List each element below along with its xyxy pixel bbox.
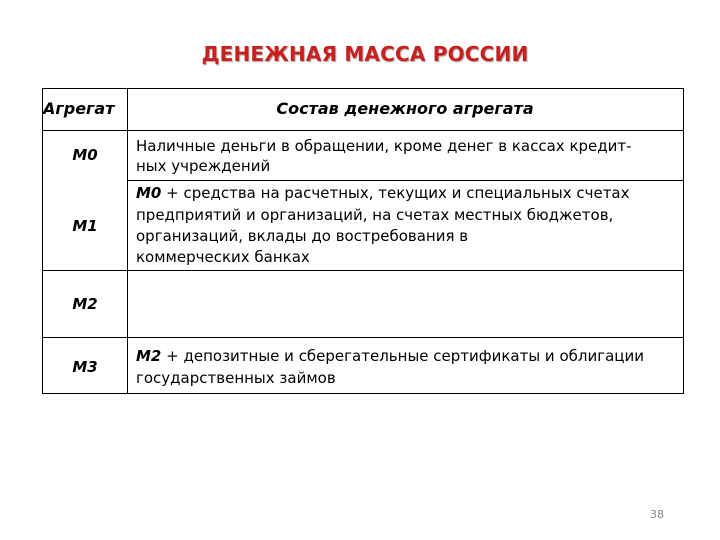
aggregate-label-m2: М2 [72, 295, 98, 313]
aggregate-label-m1: М1 [72, 217, 98, 235]
header-composition: Состав денежного агрегата [276, 99, 534, 118]
table-border-left [42, 88, 43, 394]
table-border-bottom [42, 393, 684, 394]
table-row-separator [127, 180, 684, 181]
composition-m3-prefix: М2 [136, 347, 162, 365]
composition-m1-prefix: М0 [136, 184, 162, 202]
table-row-separator [42, 270, 684, 271]
composition-m1-line4: коммерческих банках [136, 248, 310, 266]
table-border-right [683, 88, 684, 394]
composition-m1-line2: предприятий и организаций, на счетах местных бюджетов, [136, 206, 614, 224]
slide-title: ДЕНЕЖНАЯ МАССА РОССИИ [201, 42, 529, 66]
composition-m1-line3: организаций, вклады до востребования в [136, 227, 469, 245]
composition-m3-line1 [136, 346, 644, 367]
table-row-separator [42, 337, 684, 338]
composition-m1-line1 [136, 183, 630, 204]
composition-m0-line1: Наличные деньги в обращении, кроме денег в кассах кредит- [136, 137, 632, 155]
aggregate-label-m3: М3 [72, 358, 98, 376]
composition-m3-line2: государственных займов [136, 369, 336, 387]
table-column-separator [127, 88, 128, 394]
header-aggregate: Агрегат [43, 99, 115, 118]
composition-m0-line2: ных учреждений [136, 157, 271, 175]
table-header-separator [42, 130, 684, 131]
composition-m3-line1-text: + депозитные и сберегательные сертификаты и облигации [161, 347, 644, 365]
composition-m1-line1-text: + средства на расчетных, текущих и специальных счетах [161, 184, 630, 202]
table-border-top [42, 88, 684, 89]
aggregate-label-m0: М0 [72, 146, 98, 164]
page-number: 38 [650, 508, 664, 521]
